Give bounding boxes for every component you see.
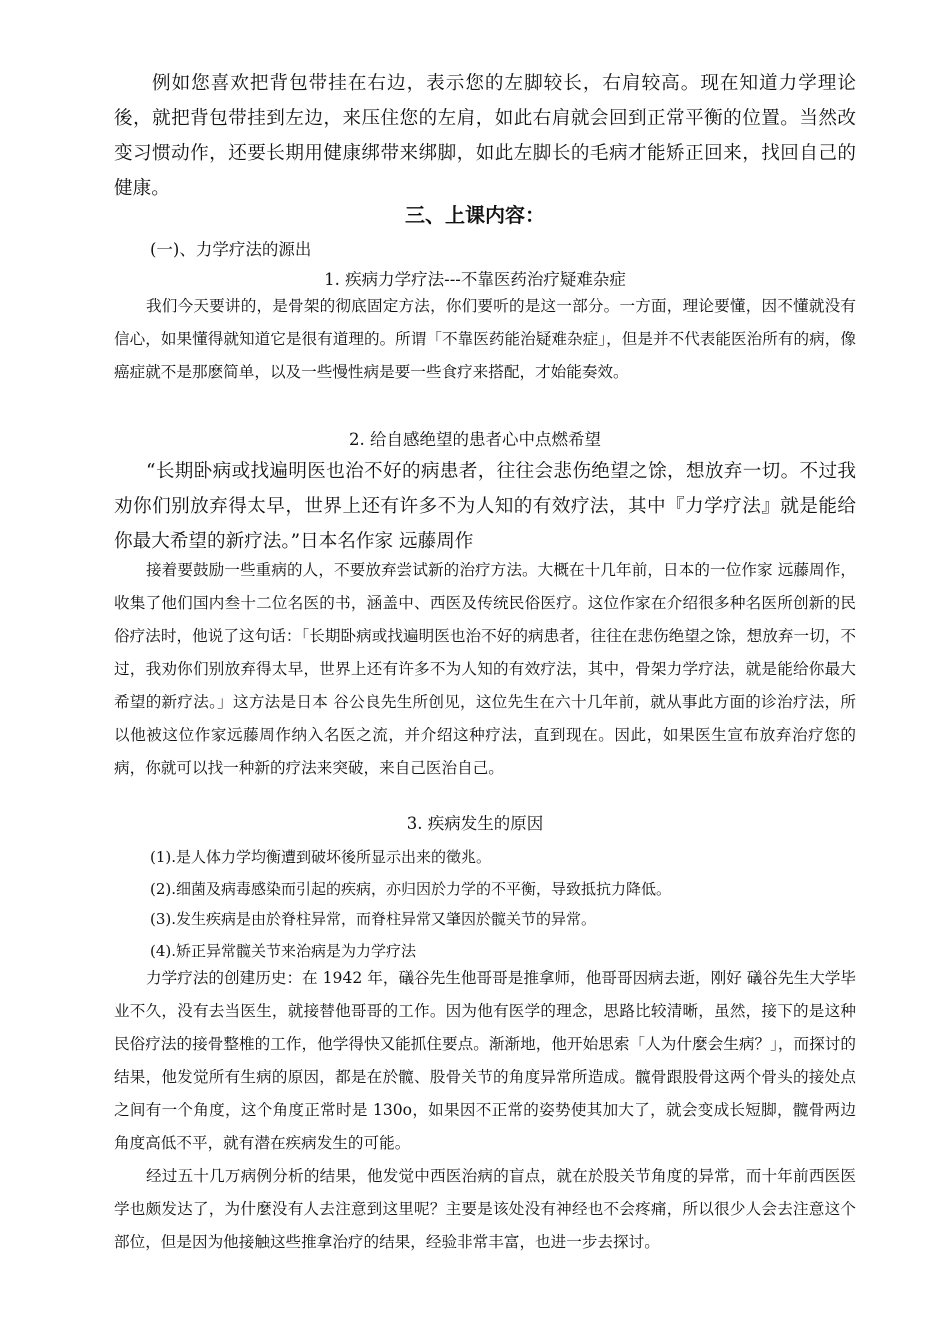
intro-paragraph: 例如您喜欢把背包带挂在右边，表示您的左脚较长，右肩较高。现在知道力学理论後，就把背包带挂到左边，来压住您的左肩，如此右肩就会回到正常平衡的位置。当然改变习惯动作，还要长期用健康绑带来绑脚，如此左脚长的毛病才能矫正回来，找回自己的健康。 — [114, 73, 856, 199]
cause-list-item: (3).发生疾病是由於脊柱异常，而脊柱异常又肇因於髋关节的异常。 — [150, 910, 597, 928]
analysis-paragraph: 经过五十几万病例分析的结果，他发觉中西医治病的盲点，就在於股关节角度的异常，而十年前西医医学也颇发达了，为什麼没有人去注意到这里呢？主要是该处没有神经也不会疼痛，所以很少人会去注意这个部位，但是因为他接触这些推拿治疗的结果，经验非常丰富，也进一步去探讨。 — [114, 1167, 856, 1251]
item3-heading: 3. 疾病发生的原因 — [406, 814, 544, 833]
item2-quote: “长期卧病或找遍明医也治不好的病患者，往往会悲伤绝望之馀，想放弃一切。不过我劝你们别放弃得太早，世界上还有许多不为人知的有效疗法，其中『力学疗法』就是能给你最大希望的新疗法。”日本名作家 远藤周作 — [114, 461, 856, 552]
item1-heading: 1. 疾病力学疗法---不靠医药治疗疑难杂症 — [324, 270, 626, 289]
history-paragraph: 力学疗法的创建历史：在 1942 年，礒谷先生他哥哥是推拿师，他哥哥因病去逝，刚好 礒谷先生大学毕业不久，没有去当医生，就接替他哥哥的工作。因为他有医学的理念，思路比较清晰，虽然，接下的是这种民俗疗法的接骨整椎的工作，他学得快又能抓住要点。渐渐地，他开始思索「人为什麼会生病？」，而探讨的结果，他发觉所有生病的原因，都是在於髋、股骨关节的角度异常所造成。髋骨跟股骨这两个骨头的接处点之间有一个角度，这个角度正常时是 130o，如果因不正常的姿势使其加大了，就会变成长短脚，髋骨两边角度高低不平，就有潜在疾病发生的可能。 — [114, 969, 856, 1152]
cause-list-item: (2).细菌及病毒感染而引起的疾病，亦归因於力学的不平衡，导致抵抗力降低。 — [150, 880, 672, 898]
item1-paragraph: 我们今天要讲的，是骨架的彻底固定方法，你们要听的是这一部分。一方面，理论要懂，因不懂就没有信心，如果懂得就知道它是很有道理的。所谓「不靠医药能治疑难杂症」，但是并不代表能医治所有的病，像癌症就不是那麽简单，以及一些慢性病是要一些食疗来搭配，才始能奏效。 — [114, 297, 856, 381]
item2-heading: 2. 给自感绝望的患者心中点燃希望 — [349, 430, 601, 449]
cause-list-item: (1).是人体力学均衡遭到破坏後所显示出来的徵兆。 — [150, 848, 492, 866]
cause-list-item: (4).矫正异常髋关节来治病是为力学疗法 — [150, 942, 417, 960]
section-subtitle: (一)、力学疗法的源出 — [150, 240, 312, 259]
item2-paragraph: 接着要鼓励一些重病的人，不要放弃尝试新的治疗方法。大概在十几年前，日本的一位作家 远藤周作，收集了他们国内叁十二位名医的书，涵盖中、西医及传统民俗医疗。这位作家在介绍很多种名医所创新的民俗疗法时，他说了这句话：「长期卧病或找遍明医也治不好的病患者，往往在悲伤绝望之馀，想放弃一切，不过，我劝你们别放弃得太早，世界上还有许多不为人知的有效疗法，其中，骨架力学疗法，就是能给你最大希望的新疗法。」这方法是日本 谷公良先生所创见，这位先生在六十几年前，就从事此方面的诊治疗法，所以他被这位作家远藤周作纳入名医之流，并介绍这种疗法，直到现在。因此，如果医生宣布放弃治疗您的病，你就可以找一种新的疗法来突破，来自己医治自己。 — [114, 561, 856, 777]
section-title: 三、上课内容： — [405, 203, 545, 227]
